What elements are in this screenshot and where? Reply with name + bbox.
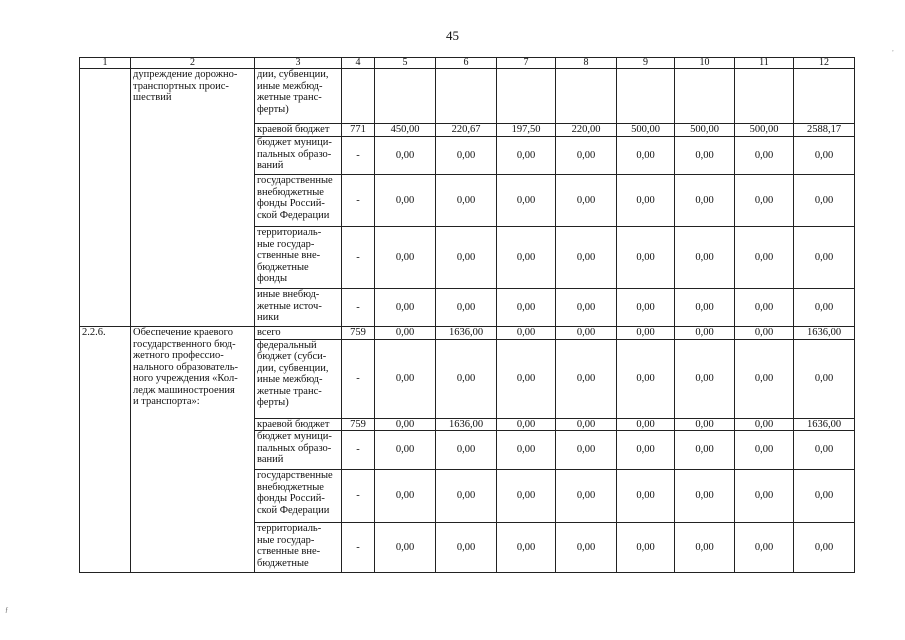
value-cell: 0,00 [617, 227, 675, 289]
corner-mark: , [892, 45, 894, 53]
value-cell: 0,00 [556, 137, 617, 175]
value-cell: 0,00 [375, 137, 436, 175]
code-cell: - [342, 339, 375, 418]
code-cell: - [342, 431, 375, 470]
funding-source-label: краевой бюджет [257, 124, 330, 135]
funding-source-cell [255, 339, 342, 418]
value-cell: 220,67 [436, 124, 497, 137]
value-cell: 220,00 [556, 124, 617, 137]
funding-source-label: краевой бюджет [257, 418, 330, 430]
funding-source-cell [255, 137, 342, 175]
value-cell: 0,00 [794, 523, 855, 573]
funding-source-cell [255, 227, 342, 289]
funding-source-cell [255, 69, 342, 124]
value-cell: 0,00 [675, 137, 735, 175]
col-header: 7 [497, 58, 556, 69]
value-cell [675, 69, 735, 124]
item-description-cell [131, 69, 255, 327]
value-cell: 0,00 [675, 470, 735, 523]
value-cell: 0,00 [617, 137, 675, 175]
item-number-cell: 2.2.6. [80, 327, 131, 573]
value-cell: 0,00 [556, 339, 617, 418]
value-cell: 0,00 [497, 289, 556, 327]
value-cell: 0,00 [675, 431, 735, 470]
value-cell: 0,00 [556, 327, 617, 340]
value-cell [556, 69, 617, 124]
col-header: 4 [342, 58, 375, 69]
value-cell: 0,00 [497, 339, 556, 418]
value-cell: 0,00 [375, 327, 436, 340]
col-header: 3 [255, 58, 342, 69]
gutter-mark: ƒ [5, 606, 9, 614]
value-cell: 0,00 [617, 470, 675, 523]
value-cell: 1636,00 [794, 418, 855, 431]
value-cell: 0,00 [556, 289, 617, 327]
funding-source-cell [255, 175, 342, 227]
funding-source-cell [255, 523, 342, 573]
value-cell: 0,00 [617, 431, 675, 470]
value-cell: 0,00 [497, 523, 556, 573]
budget-table [79, 57, 855, 573]
value-cell: 0,00 [375, 418, 436, 431]
value-cell: 197,50 [497, 124, 556, 137]
funding-source-label: государственные внебюджетные фонды Россий- ской Федерации [257, 175, 333, 221]
value-cell: 0,00 [375, 470, 436, 523]
value-cell: 0,00 [556, 175, 617, 227]
value-cell: 0,00 [735, 137, 794, 175]
value-cell: 0,00 [436, 523, 497, 573]
code-cell: 759 [342, 418, 375, 431]
value-cell: 0,00 [556, 418, 617, 431]
value-cell [794, 69, 855, 124]
value-cell: 0,00 [617, 339, 675, 418]
value-cell [436, 69, 497, 124]
funding-source-cell [255, 289, 342, 327]
col-header: 2 [131, 58, 255, 69]
value-cell: 0,00 [794, 289, 855, 327]
value-cell: 0,00 [436, 289, 497, 327]
funding-source-label: бюджет муници- пальных образо- ваний [257, 431, 332, 465]
value-cell: 0,00 [617, 418, 675, 431]
value-cell: 0,00 [436, 175, 497, 227]
funding-source-cell [255, 124, 342, 137]
funding-source-label: бюджет муници- пальных образо- ваний [257, 137, 332, 171]
value-cell: 1636,00 [436, 327, 497, 340]
value-cell: 0,00 [556, 431, 617, 470]
col-header: 1 [80, 58, 131, 69]
funding-source-cell [255, 470, 342, 523]
value-cell: 0,00 [675, 175, 735, 227]
value-cell: 0,00 [794, 339, 855, 418]
page-number: 45 [446, 28, 459, 43]
value-cell [497, 69, 556, 124]
value-cell: 500,00 [617, 124, 675, 137]
value-cell: 0,00 [497, 327, 556, 340]
value-cell: 0,00 [675, 227, 735, 289]
col-header: 6 [436, 58, 497, 69]
value-cell: 0,00 [675, 418, 735, 431]
value-cell: 1636,00 [794, 327, 855, 340]
item-description-cell [131, 327, 255, 573]
value-cell: 0,00 [436, 339, 497, 418]
funding-source-cell [255, 327, 342, 340]
col-header: 5 [375, 58, 436, 69]
value-cell: 1636,00 [436, 418, 497, 431]
value-cell: 0,00 [375, 339, 436, 418]
value-cell: 0,00 [556, 227, 617, 289]
funding-source-cell [255, 418, 342, 431]
value-cell: 0,00 [617, 327, 675, 340]
code-cell: - [342, 227, 375, 289]
value-cell: 0,00 [556, 523, 617, 573]
value-cell [617, 69, 675, 124]
table-row [80, 69, 855, 124]
code-cell: 759 [342, 327, 375, 340]
code-cell: - [342, 470, 375, 523]
col-header: 8 [556, 58, 617, 69]
col-header: 12 [794, 58, 855, 69]
value-cell: 0,00 [375, 175, 436, 227]
value-cell: 0,00 [735, 339, 794, 418]
value-cell: 0,00 [436, 431, 497, 470]
item-description: дупреждение дорожно- транспортных проис- шествий [133, 69, 238, 103]
value-cell: 0,00 [794, 227, 855, 289]
value-cell: 0,00 [735, 227, 794, 289]
col-header: 9 [617, 58, 675, 69]
value-cell: 0,00 [497, 418, 556, 431]
code-cell: - [342, 289, 375, 327]
value-cell: 0,00 [675, 289, 735, 327]
value-cell: 0,00 [497, 137, 556, 175]
value-cell: 0,00 [675, 339, 735, 418]
value-cell: 0,00 [794, 137, 855, 175]
value-cell: 0,00 [617, 175, 675, 227]
funding-source-label: государственные внебюджетные фонды Россий- ской Федерации [257, 470, 333, 516]
funding-source-label: всего [257, 327, 281, 338]
header-row [80, 58, 855, 69]
value-cell: 2588,17 [794, 124, 855, 137]
code-cell [342, 69, 375, 124]
funding-source-label: иные внебюд- жетные источ- ники [257, 289, 322, 323]
value-cell: 0,00 [675, 327, 735, 340]
value-cell: 0,00 [735, 523, 794, 573]
value-cell: 0,00 [794, 431, 855, 470]
value-cell: 0,00 [735, 418, 794, 431]
value-cell: 0,00 [497, 175, 556, 227]
value-cell: 0,00 [735, 470, 794, 523]
value-cell [375, 69, 436, 124]
value-cell: 0,00 [735, 431, 794, 470]
table-row [80, 327, 855, 340]
code-cell: - [342, 137, 375, 175]
value-cell [735, 69, 794, 124]
value-cell: 0,00 [375, 289, 436, 327]
value-cell: 0,00 [735, 289, 794, 327]
value-cell: 0,00 [375, 431, 436, 470]
code-cell: 771 [342, 124, 375, 137]
value-cell: 0,00 [436, 470, 497, 523]
value-cell: 0,00 [794, 470, 855, 523]
col-header: 11 [735, 58, 794, 69]
funding-source-label: федеральный бюджет (субси- дии, субвенции, иные межбюд- жетные транс- ферты) [257, 339, 329, 408]
funding-source-cell [255, 431, 342, 470]
value-cell: 0,00 [675, 523, 735, 573]
value-cell: 0,00 [497, 431, 556, 470]
col-header: 10 [675, 58, 735, 69]
value-cell: 0,00 [375, 227, 436, 289]
value-cell: 500,00 [735, 124, 794, 137]
item-number-cell [80, 69, 131, 327]
value-cell: 0,00 [497, 470, 556, 523]
value-cell: 0,00 [735, 175, 794, 227]
code-cell: - [342, 523, 375, 573]
value-cell: 0,00 [617, 289, 675, 327]
value-cell: 0,00 [497, 227, 556, 289]
value-cell: 450,00 [375, 124, 436, 137]
item-description: Обеспечение краевого государственного бюд- жетного профессио- нального образователь- ного учреждения «Кол- ледж машиностроения и транспорта»: [133, 327, 239, 407]
value-cell: 0,00 [794, 175, 855, 227]
table-body [80, 69, 855, 573]
value-cell: 0,00 [556, 470, 617, 523]
value-cell: 0,00 [735, 327, 794, 340]
value-cell: 500,00 [675, 124, 735, 137]
funding-source-label: дии, субвенции, иные межбюд- жетные транс- ферты) [257, 69, 329, 115]
value-cell: 0,00 [375, 523, 436, 573]
funding-source-label: территориаль- ные государ- ственные вне- бюджетные [257, 523, 322, 569]
funding-source-label: территориаль- ные государ- ственные вне- бюджетные фонды [257, 227, 322, 284]
value-cell: 0,00 [436, 227, 497, 289]
code-cell: - [342, 175, 375, 227]
value-cell: 0,00 [617, 523, 675, 573]
value-cell: 0,00 [436, 137, 497, 175]
